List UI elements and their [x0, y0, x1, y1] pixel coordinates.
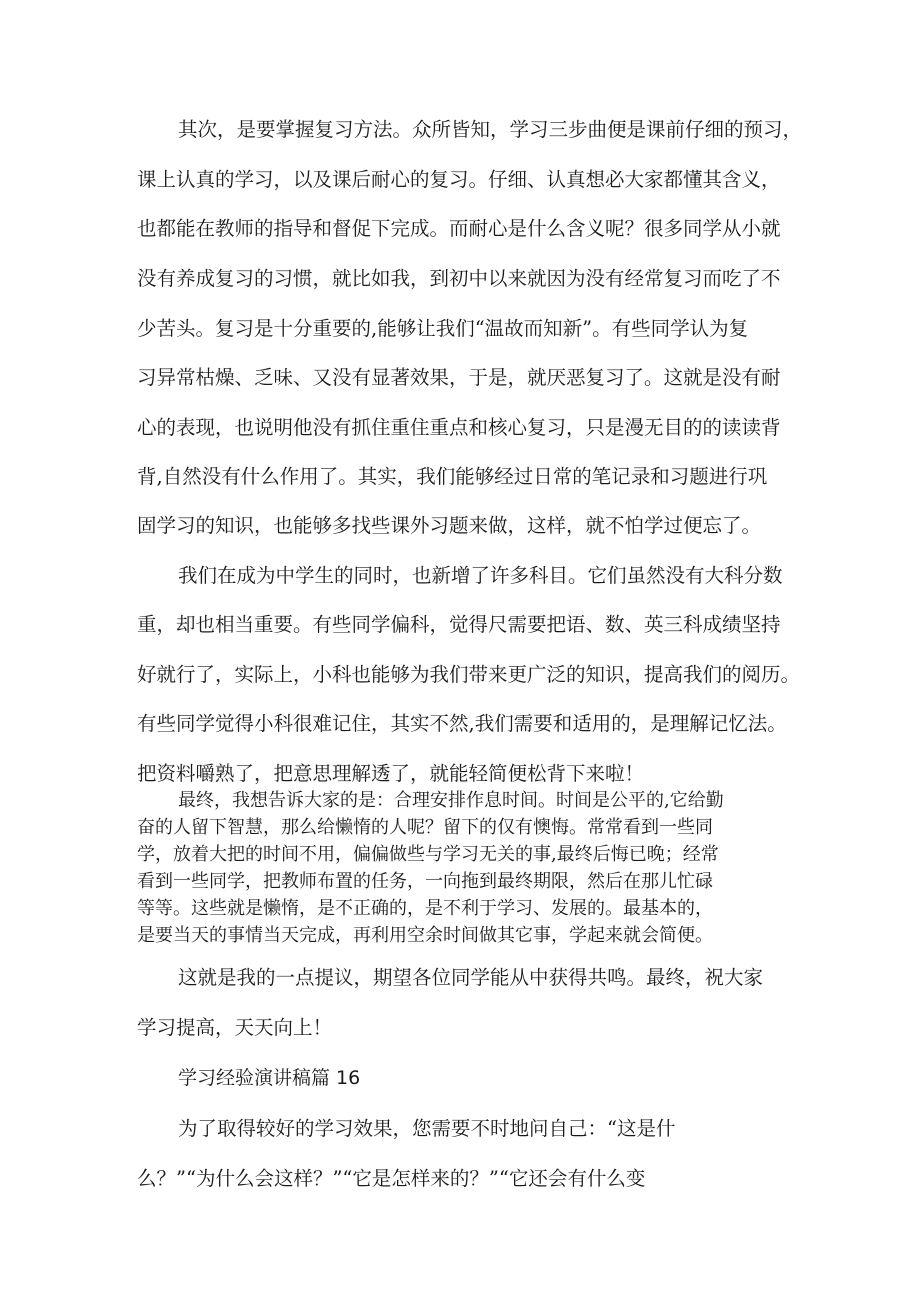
- p3-line-5: 等等。这些就是懒惰，是不正确的，是不利于学习、发展的。最基本的，: [137, 898, 713, 919]
- p1-line-3: 也都能在教师的指导和督促下完成。而耐心是什么含义呢？很多同学从小就: [137, 217, 781, 240]
- p1-line-1: 其次，是要掌握复习方法。众所皆知，学习三步曲便是课前仔细的预习，: [178, 118, 803, 141]
- p1-line-5: 少苦头。复习是十分重要的,能够让我们“温故而知新”。有些同学认为复: [137, 317, 749, 340]
- p2-line-2: 重，却也相当重要。有些同学偏科，觉得尺需要把语、数、英三科成绩坚持: [137, 613, 781, 636]
- p1-line-6: 习异常枯燥、乏味、又没有显著效果，于是，就厌恶复习了。这就是没有耐: [137, 366, 781, 389]
- p1-line-7: 心的表现，也说明他没有抓住重住重点和核心复习，只是漫无目的的读读背: [137, 416, 781, 439]
- section-heading: 学习经验演讲稿篇 16: [178, 1067, 361, 1089]
- p4-line-1: 这就是我的一点提议，期望各位同学能从中获得共鸣。最终，祝大家: [178, 966, 764, 989]
- p5-line-1: 为了取得较好的学习效果，您需要不时地问自己：“这是什: [178, 1117, 676, 1140]
- p3-line-6: 是要当天的事情当天完成，再利用空余时间做其它事，学起来就会简便。: [137, 925, 713, 946]
- p3-line-3: 学，放着大把的时间不用，偏偏做些与学习无关的事,最终后悔已晚；经常: [137, 844, 719, 865]
- p4-line-2: 学习提高，天天向上！: [137, 1016, 333, 1039]
- p1-line-9: 固学习的知识，也能够多找些课外习题来做，这样，就不怕学过便忘了。: [137, 514, 762, 537]
- p1-line-2: 课上认真的学习，以及课后耐心的复习。仔细、认真想必大家都懂其含义，: [137, 168, 781, 191]
- p3-line-4: 看到一些同学，把教师布置的任务，一向拖到最终期限，然后在那儿忙碌: [137, 871, 713, 892]
- p3-line-1: 最终，我想告诉大家的是：合理安排作息时间。时间是公平的,它给勤: [178, 790, 724, 811]
- p2-line-4: 有些同学觉得小科很难记住，其实不然,我们需要和适用的，是理解记忆法。: [137, 712, 787, 735]
- p2-line-1: 我们在成为中学生的同时，也新增了许多科目。它们虽然没有大科分数: [178, 564, 783, 587]
- p1-line-8: 背,自然没有什么作用了。其实，我们能够经过日常的笔记录和习题进行巩: [137, 465, 768, 488]
- p2-line-3: 好就行了，实际上，小科也能够为我们带来更广泛的知识，提高我们的阅历。: [137, 663, 801, 686]
- p5-line-2: 么？”“为什么会这样？”“它是怎样来的？”“它还会有什么变: [137, 1167, 646, 1190]
- p3-line-2: 奋的人留下智慧，那么给懒惰的人呢？留下的仅有懊悔。常常看到一些同: [137, 817, 713, 838]
- p2-line-5: 把资料嚼熟了，把意思理解透了，就能轻简便松背下来啦！: [137, 762, 645, 785]
- p1-line-4: 没有养成复习的习惯，就比如我，到初中以来就因为没有经常复习而吃了不: [137, 267, 781, 290]
